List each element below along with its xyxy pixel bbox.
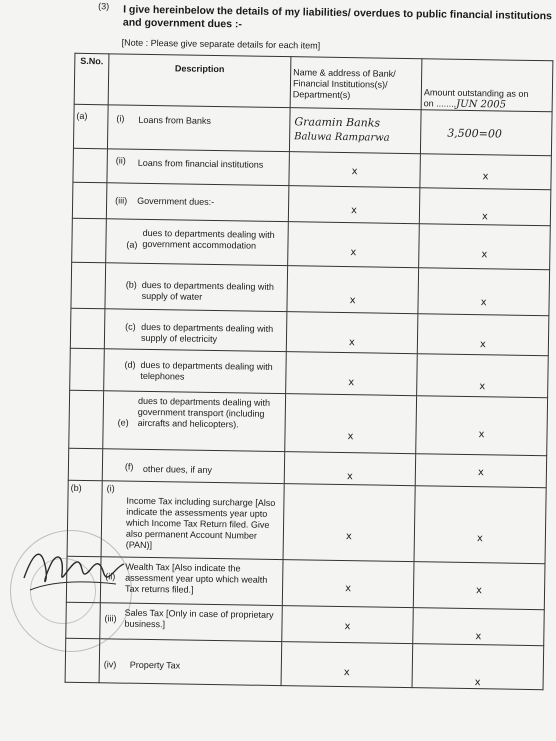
row-desc: Property Tax [129, 659, 181, 671]
amount-mark: x [477, 467, 484, 479]
row-num: (iii) [115, 195, 128, 206]
name-cell [289, 108, 421, 154]
amount-mark: x [475, 631, 482, 643]
amount-mark: x [481, 211, 488, 223]
name-mark: x [348, 337, 355, 349]
name-mark: x [348, 377, 355, 389]
row-desc: Loans from Banks [138, 114, 212, 126]
section-note: [Note : Please give separate details for each item] [121, 37, 321, 51]
row-num: (ii) [105, 571, 116, 582]
header-amount-date: JUN 2005 [456, 98, 507, 111]
name-mark: x [351, 166, 358, 178]
row-num: (ii) [115, 155, 126, 166]
row-num: (iv) [103, 659, 117, 670]
name-mark: x [347, 431, 354, 443]
section-intro: I give hereinbelow the details of my liabilities/ overdues to public financial institutions and government dues :- [122, 3, 553, 31]
bank-name-line2: Baluwa Ramparwa [294, 131, 390, 144]
header-description: Description [108, 54, 291, 108]
header-sno: S.No. [74, 53, 109, 105]
amount-mark: x [481, 249, 488, 261]
row-num: (i) [116, 113, 125, 124]
name-mark: x [349, 295, 356, 307]
header-name-address: Name & address of Bank/ Financial Institutions(s)/ Department(s) [290, 57, 422, 110]
name-mark: x [344, 621, 351, 633]
amount-mark: x [480, 297, 487, 309]
amount-mark: x [482, 171, 489, 183]
row-desc: other dues, if any [142, 463, 213, 475]
signature [20, 540, 130, 600]
row-num: (f) [124, 461, 134, 472]
name-mark: x [343, 667, 350, 679]
row-desc: Wealth Tax [Also indicate the assessment year upto which wealth Tax returns filed.] [124, 561, 268, 595]
amount-mark: x [474, 677, 481, 689]
row-num: (e) [117, 417, 129, 428]
name-mark: x [346, 471, 353, 483]
name-mark: x [345, 531, 352, 543]
name-mark: x [345, 583, 352, 595]
row-num: (a) [126, 239, 138, 250]
row-num: (b) [125, 279, 137, 290]
row-desc: dues to departments dealing with telephones [140, 359, 273, 382]
amount-mark: x [476, 533, 483, 545]
header-amount-label: Amount outstanding as on [423, 87, 529, 99]
row-desc: Government dues:- [137, 195, 215, 207]
amount-mark: x [479, 381, 486, 393]
row-desc: dues to departments dealing with supply of water [141, 279, 274, 302]
amount-value: 3,500=00 [447, 126, 503, 141]
row-desc: dues to departments dealing with government accommodation [142, 227, 275, 251]
header-amount: Amount outstanding as on on ........JUN 2005 [421, 59, 553, 112]
amount-mark: x [479, 339, 486, 351]
sno-label-a: (a) [76, 110, 88, 121]
sno-cell [73, 104, 108, 149]
row-num: (iii) [104, 613, 117, 624]
name-mark: x [350, 205, 358, 217]
row-desc: Sales Tax [Only in case of proprietary business.] [124, 607, 274, 630]
row-desc: dues to departments dealing with supply of electricity [140, 321, 274, 345]
row-desc: Income Tax including surcharge [Also indicate the assessments year upto which Income Tax Return filed. Give also permanent Account Number (PAN)] [125, 495, 276, 551]
liabilities-table [65, 53, 554, 690]
sno-label-b: (b) [70, 482, 82, 493]
row-num: (d) [124, 359, 136, 370]
name-mark: x [350, 247, 357, 259]
section-number: (3) [98, 1, 110, 12]
amount-cell [420, 110, 552, 156]
row-desc: Loans from financial institutions [137, 157, 264, 170]
amount-mark: x [478, 429, 485, 441]
bank-name-line1: Graamin Banks [294, 115, 381, 130]
row-desc: dues to departments dealing with government transport (including aircrafts and helicopters). [137, 395, 271, 430]
desc-cell [107, 105, 290, 152]
row-num: (c) [125, 321, 136, 332]
amount-mark: x [476, 585, 483, 597]
row-num: (i) [106, 483, 115, 494]
